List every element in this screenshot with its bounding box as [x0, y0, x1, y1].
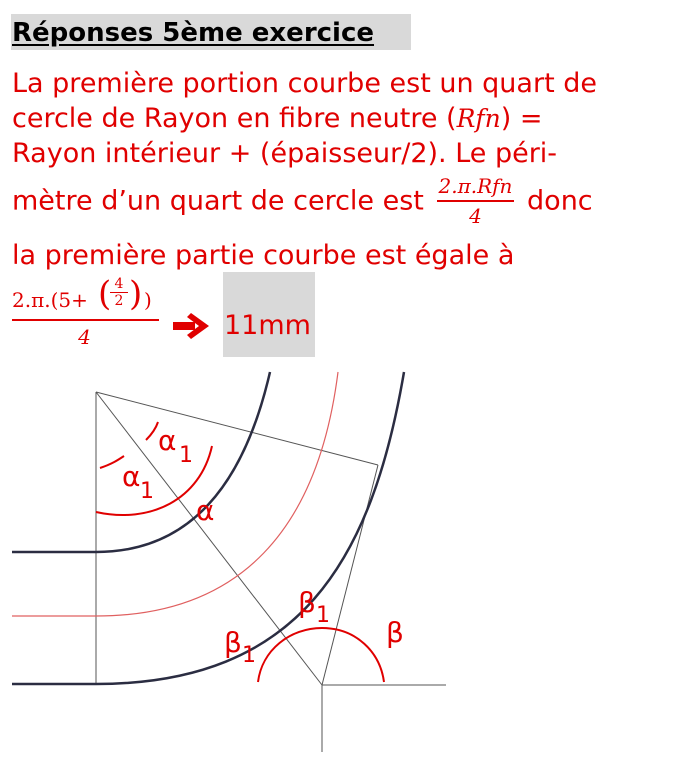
formula-numerator — [12, 274, 159, 321]
alpha1-left-arc — [100, 456, 124, 468]
formula-left-paren-icon: ( — [98, 274, 112, 314]
bend-diagram — [0, 360, 684, 766]
bisector-line — [96, 392, 322, 685]
page-title: Réponses 5ème exercice — [11, 14, 411, 50]
paragraph-line-1: La première portion courbe est un quart de — [12, 68, 597, 99]
alpha-arc — [96, 446, 212, 515]
rfn-symbol: Rfn — [456, 104, 501, 133]
alpha1-top-label: α — [158, 424, 177, 457]
paragraph-line-2 — [12, 103, 543, 134]
alpha1-left-subscript: 1 — [140, 479, 154, 504]
formula-num-suffix: ) — [144, 288, 152, 312]
beta1-top-subscript: 1 — [316, 603, 330, 628]
paragraph-line-3: Rayon intérieur + (épaisseur/2). Le péri- — [12, 138, 558, 169]
beta-arc — [258, 628, 384, 682]
beta-label: β — [386, 616, 404, 649]
diagonal-top-line — [96, 392, 378, 465]
formula-fraction — [12, 274, 159, 349]
paragraph-line-2-text-a: cercle de Rayon en fibre neutre ( — [12, 103, 457, 134]
formula-inner-numerator: 4 — [110, 276, 128, 293]
outer-contour-line — [12, 372, 404, 684]
alpha1-top-subscript: 1 — [179, 443, 193, 468]
beta1-left-label: β — [224, 626, 242, 659]
formula-num-prefix: 2.π.(5+ — [12, 288, 88, 312]
formula-denominator: 4 — [78, 325, 91, 349]
paragraph-line-2-text-b: ) = — [500, 103, 543, 134]
alpha1-left-label: α — [122, 460, 141, 493]
paragraph-line-4 — [12, 174, 593, 228]
paragraph-line-5: la première partie courbe est égale à — [12, 240, 515, 271]
formula-inner-fraction — [110, 276, 128, 309]
paragraph-line-4-text-a: mètre d’un quart de cercle est — [12, 185, 424, 217]
beta1-top-label: β — [298, 586, 316, 619]
perimeter-fraction-numerator: 2.π.Rfn — [437, 174, 515, 202]
formula-inner-denominator: 2 — [114, 293, 124, 309]
inner-contour-line — [12, 372, 270, 552]
perimeter-fraction-denominator: 4 — [469, 204, 482, 228]
beta1-left-subscript: 1 — [242, 643, 256, 668]
paragraph-line-4-text-b: donc — [527, 185, 593, 217]
perimeter-fraction — [437, 174, 515, 228]
formula-right-paren-icon: ) — [129, 274, 143, 314]
tangent-line — [322, 465, 378, 685]
alpha-label: α — [196, 494, 215, 527]
right-arrow-icon — [173, 312, 211, 340]
result-value: 11mm — [224, 310, 311, 341]
alpha1-inner-arc — [146, 422, 158, 440]
